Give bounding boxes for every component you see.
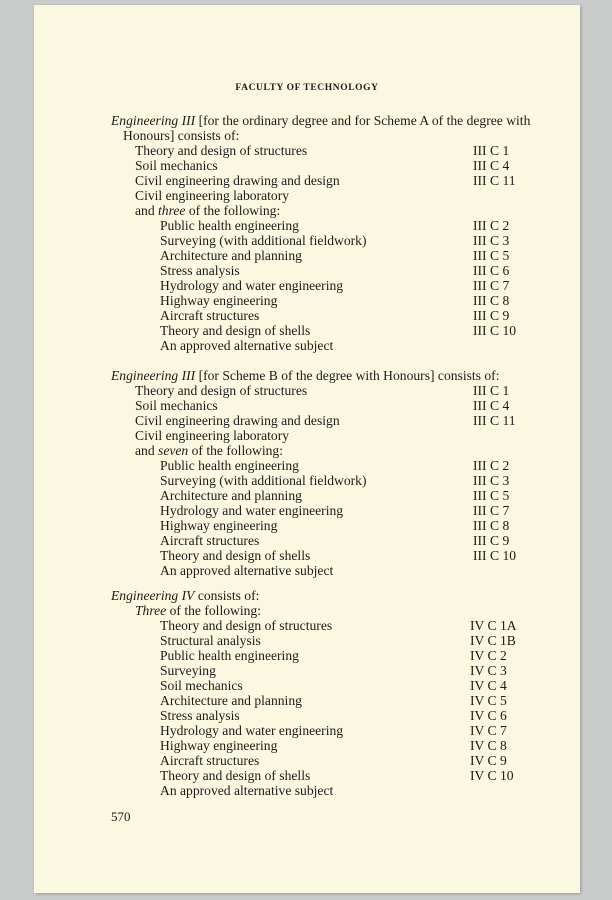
heading-text: consists of:: [194, 588, 260, 603]
option-row: [34, 723, 580, 738]
choice-count: Three: [135, 603, 167, 618]
course-code: III C 1: [473, 383, 510, 398]
option-row: [34, 768, 580, 783]
page-number: 570: [111, 809, 131, 824]
option-code: III C 8: [473, 293, 510, 308]
option-code: III C 9: [473, 308, 510, 323]
option-code: IV C 1B: [470, 633, 516, 648]
choice-instruction: [34, 203, 580, 218]
option-row: [34, 473, 580, 488]
heading-title: Engineering IV: [111, 588, 195, 603]
option-row: [34, 338, 580, 353]
option-row: [34, 308, 580, 323]
section-engineering-iv: [34, 588, 580, 798]
option-row: [34, 548, 580, 563]
option-row: [34, 458, 580, 473]
option-name: An approved alternative subject: [160, 338, 334, 353]
choice-prefix: and: [135, 443, 159, 458]
option-code: IV C 6: [470, 708, 507, 723]
running-head: FACULTY OF TECHNOLOGY: [235, 83, 379, 93]
option-code: III C 8: [473, 518, 510, 533]
course-name: Civil engineering laboratory: [135, 428, 290, 443]
course-row: [34, 158, 580, 173]
course-row: [34, 413, 580, 428]
course-name: Civil engineering laboratory: [135, 188, 290, 203]
course-code: III C 11: [473, 413, 516, 428]
option-code: IV C 5: [470, 693, 507, 708]
option-code: III C 2: [473, 218, 510, 233]
option-code: III C 5: [473, 488, 510, 503]
option-row: [34, 293, 580, 308]
option-name: Highway engineering: [160, 738, 278, 753]
course-row: [34, 428, 580, 443]
option-name: Surveying (with additional fieldwork): [160, 233, 367, 248]
option-row: [34, 263, 580, 278]
option-code: III C 10: [473, 323, 517, 338]
option-code: III C 3: [473, 233, 510, 248]
section-engineering-iii-scheme-a: [34, 113, 580, 353]
option-row: [34, 753, 580, 768]
heading-text: [for the ordinary degree and for Scheme A of the degree with: [195, 113, 531, 128]
option-code: IV C 7: [470, 723, 507, 738]
option-name: Theory and design of shells: [160, 768, 311, 783]
option-name: Surveying (with additional fieldwork): [160, 473, 367, 488]
option-row: [34, 218, 580, 233]
heading-title: Engineering III: [111, 368, 196, 383]
option-code: IV C 1A: [470, 618, 517, 633]
option-row: [34, 563, 580, 578]
option-code: III C 7: [473, 278, 510, 293]
option-row: [34, 278, 580, 293]
option-code: IV C 3: [470, 663, 507, 678]
section-heading-continuation: [34, 128, 580, 143]
option-name: Highway engineering: [160, 518, 278, 533]
choice-count: three: [158, 203, 186, 218]
option-row: [34, 648, 580, 663]
choice-prefix: and: [135, 203, 159, 218]
option-name: Structural analysis: [160, 633, 261, 648]
choice-instruction: [34, 603, 580, 618]
option-row: [34, 233, 580, 248]
option-name: Hydrology and water engineering: [160, 723, 344, 738]
option-row: [34, 663, 580, 678]
option-row: [34, 738, 580, 753]
option-name: Aircraft structures: [160, 308, 260, 323]
section-heading: [34, 588, 580, 603]
course-row: [34, 383, 580, 398]
course-row: [34, 143, 580, 158]
option-name: Public health engineering: [160, 648, 299, 663]
choice-suffix: of the following:: [166, 603, 261, 618]
heading-continuation-text: Honours] consists of:: [123, 128, 240, 143]
option-code: III C 2: [473, 458, 510, 473]
option-row: [34, 533, 580, 548]
choice-suffix: of the following:: [188, 443, 283, 458]
option-row: [34, 708, 580, 723]
option-row: [34, 248, 580, 263]
option-code: IV C 9: [470, 753, 507, 768]
option-row: [34, 518, 580, 533]
course-row: [34, 188, 580, 203]
option-code: IV C 2: [470, 648, 507, 663]
document-page: [34, 5, 580, 893]
option-code: III C 3: [473, 473, 510, 488]
section-engineering-iii-scheme-b: [34, 368, 580, 578]
option-name: Public health engineering: [160, 218, 299, 233]
course-name: Theory and design of structures: [135, 143, 308, 158]
course-name: Theory and design of structures: [135, 383, 308, 398]
heading-text: [for Scheme B of the degree with Honours] consists of:: [195, 368, 500, 383]
course-code: III C 4: [473, 158, 510, 173]
course-row: [34, 173, 580, 188]
option-name: Highway engineering: [160, 293, 278, 308]
option-name: Hydrology and water engineering: [160, 503, 344, 518]
choice-suffix: of the following:: [185, 203, 281, 218]
option-code: III C 5: [473, 248, 510, 263]
option-row: [34, 633, 580, 648]
option-name: Surveying: [160, 663, 216, 678]
option-name: An approved alternative subject: [160, 783, 334, 798]
course-name: Civil engineering drawing and design: [135, 173, 340, 188]
option-code: III C 10: [473, 548, 517, 563]
option-name: Stress analysis: [160, 708, 240, 723]
section-heading: [34, 113, 580, 128]
option-row: [34, 783, 580, 798]
option-name: Theory and design of shells: [160, 323, 311, 338]
option-name: Architecture and planning: [160, 488, 302, 503]
option-row: [34, 323, 580, 338]
option-name: Theory and design of structures: [160, 618, 333, 633]
option-name: Architecture and planning: [160, 248, 302, 263]
choice-count: seven: [158, 443, 189, 458]
section-heading: [34, 368, 580, 383]
option-name: Public health engineering: [160, 458, 299, 473]
option-row: [34, 618, 580, 633]
option-row: [34, 488, 580, 503]
option-code: III C 9: [473, 533, 510, 548]
option-code: IV C 10: [470, 768, 514, 783]
option-row: [34, 693, 580, 708]
course-code: III C 11: [473, 173, 516, 188]
course-code: III C 4: [473, 398, 510, 413]
option-name: Theory and design of shells: [160, 548, 311, 563]
option-code: III C 6: [473, 263, 510, 278]
option-name: Aircraft structures: [160, 753, 260, 768]
option-code: IV C 8: [470, 738, 507, 753]
option-code: IV C 4: [470, 678, 507, 693]
course-name: Civil engineering drawing and design: [135, 413, 340, 428]
option-row: [34, 503, 580, 518]
option-name: Architecture and planning: [160, 693, 302, 708]
course-row: [34, 398, 580, 413]
option-name: Stress analysis: [160, 263, 240, 278]
heading-title: Engineering III: [111, 113, 196, 128]
option-name: An approved alternative subject: [160, 563, 334, 578]
option-name: Hydrology and water engineering: [160, 278, 344, 293]
option-row: [34, 678, 580, 693]
option-code: III C 7: [473, 503, 510, 518]
course-name: Soil mechanics: [135, 398, 218, 413]
choice-instruction: [34, 443, 580, 458]
course-name: Soil mechanics: [135, 158, 218, 173]
option-name: Soil mechanics: [160, 678, 243, 693]
course-code: III C 1: [473, 143, 510, 158]
option-name: Aircraft structures: [160, 533, 260, 548]
